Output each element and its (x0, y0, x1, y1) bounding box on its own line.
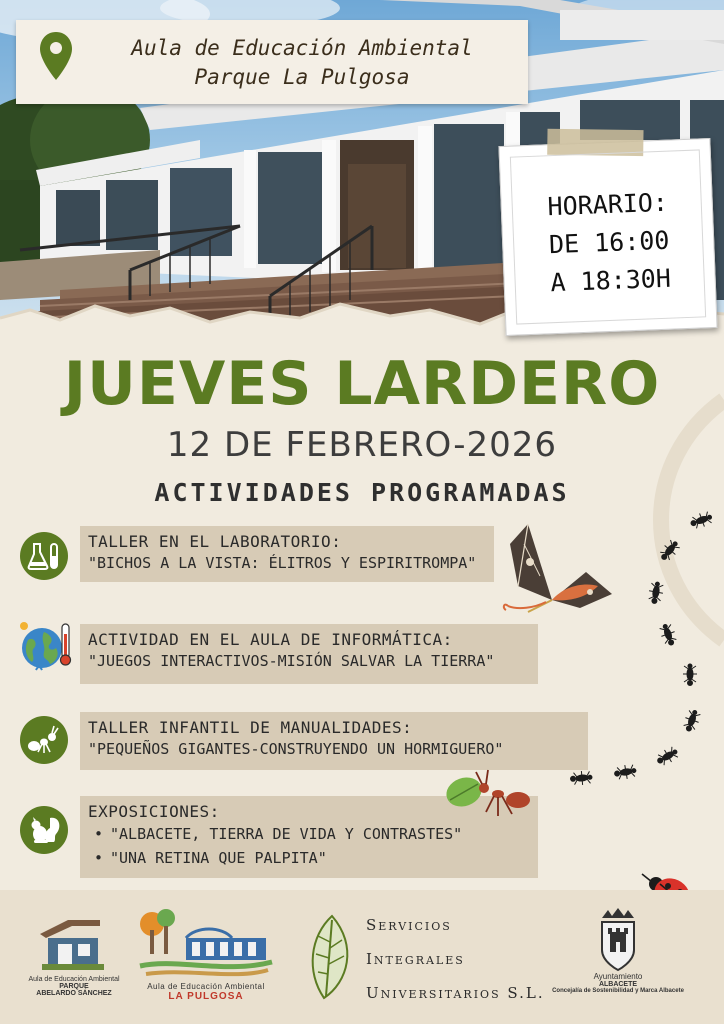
activity-1-detail: "BICHOS A LA VISTA: ÉLITROS Y ESPIRITROMPA" (88, 554, 477, 572)
activity-box-3 (80, 712, 588, 770)
schedule-end: A 18:30H (549, 263, 672, 298)
logo4-line3: Concejalía de Sostenibilidad y Marca Albacete (552, 988, 684, 994)
map-pin-icon (38, 30, 74, 82)
albacete-text (548, 972, 688, 994)
parque-abelardo-text (14, 976, 134, 997)
leaf-logo (304, 912, 360, 1004)
activity-3-detail: "PEQUEÑOS GIGANTES-CONSTRUYENDO UN HORMIGUERO" (88, 740, 504, 758)
sponsor-line-3: Universitarios S.L. (366, 984, 545, 1002)
logo1-line2: PARQUE (59, 983, 89, 990)
lab-flask-icon (20, 532, 68, 580)
logo1-line3: ABELARDO SÁNCHEZ (36, 990, 112, 997)
sponsor-line-1: Servicios (366, 916, 452, 934)
schedule-note (498, 138, 717, 336)
logo4-line1: Ayuntamiento (593, 972, 643, 981)
ant-with-leaf-illustration (442, 766, 542, 832)
squirrel-icon (20, 806, 68, 854)
section-subtitle: ACTIVIDADES PROGRAMADAS (154, 478, 570, 507)
la-pulgosa-logo (136, 908, 276, 980)
albacete-coat-of-arms-icon (596, 908, 640, 972)
logo2-line2: LA PULGOSA (168, 991, 244, 1002)
schedule-start: DE 16:00 (548, 225, 670, 260)
location-line-1: Aula de Educación Ambiental (131, 36, 473, 60)
logo2-line1: Aula de Educación Ambiental (147, 982, 265, 991)
activity-2-heading: ACTIVIDAD EN EL AULA DE INFORMÁTICA: (88, 630, 453, 649)
activity-1-heading: TALLER EN EL LABORATORIO: (88, 532, 342, 551)
parque-abelardo-logo (38, 912, 108, 972)
ant-trail-illustration (560, 506, 724, 796)
la-pulgosa-text (126, 982, 286, 1002)
activity-2-detail: "JUEGOS INTERACTIVOS-MISIÓN SALVAR LA TIERRA" (88, 652, 495, 670)
activity-box-2 (80, 624, 538, 684)
earth-thermometer-icon (16, 618, 74, 674)
logo1-line1: Aula de Educación Ambiental (28, 976, 120, 983)
schedule-label: HORARIO: (547, 187, 669, 222)
location-line-2: Parque La Pulgosa (194, 65, 410, 89)
exhibition-item-1: • "ALBACETE, TIERRA DE VIDA Y CONTRASTES" (88, 822, 530, 846)
sponsor-name (366, 908, 545, 1010)
sponsor-line-2: Integrales (366, 950, 465, 968)
location-card (16, 20, 528, 104)
activity-box-1 (80, 526, 494, 582)
logo4-line2: ALBACETE (598, 981, 638, 988)
event-date: 12 DE FEBRERO-2026 (166, 425, 558, 465)
page-title: JUEVES LARDERO (63, 349, 661, 419)
activity-4-heading: EXPOSICIONES: (88, 802, 220, 821)
activity-3-heading: TALLER INFANTIL DE MANUALIDADES: (88, 718, 413, 737)
exhibition-item-2: • "UNA RETINA QUE PALPITA" (88, 846, 530, 870)
ant-icon (20, 716, 68, 764)
